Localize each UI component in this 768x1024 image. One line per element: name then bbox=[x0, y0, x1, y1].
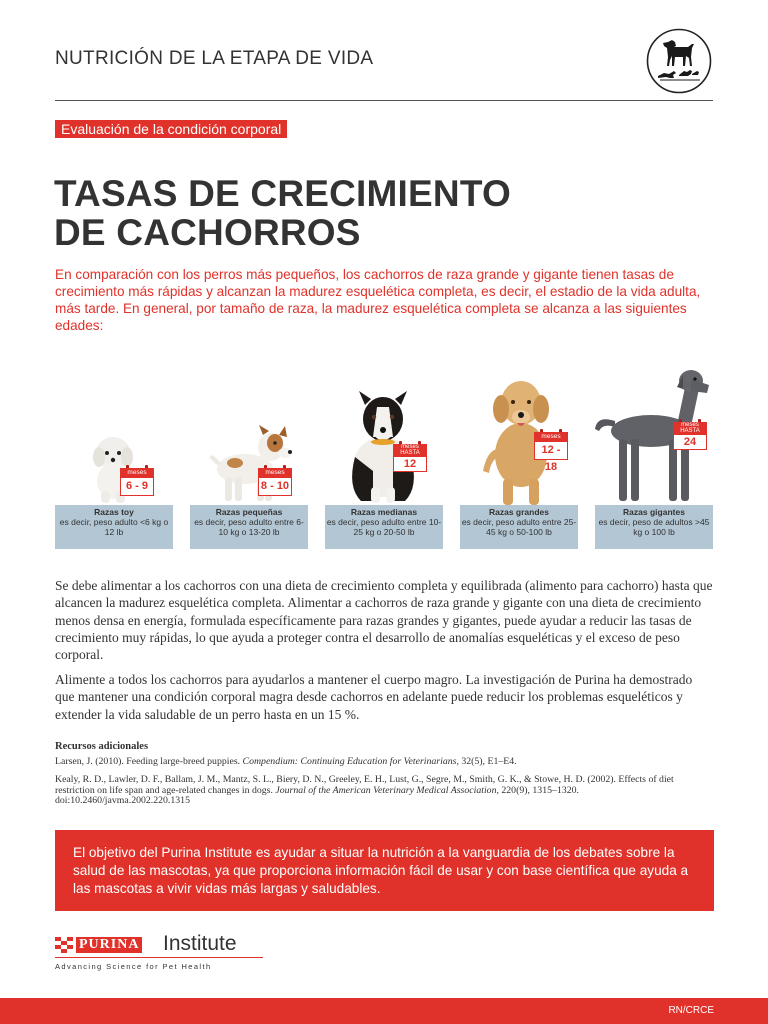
mission-text: El objetivo del Purina Institute es ayudar a situar la nutrición a la vanguardia de los debates sobre la salud de las mascotas, ya que proporciona información fácil de usar y con base científica que ayuda a las mascotas a vivir vidas más largas y saludables. bbox=[73, 845, 689, 896]
mission-callout bbox=[55, 830, 714, 911]
body-paragraph-1: Se debe alimentar a los cachorros con una dieta de crecimiento completa y equilibrada (alimento para cachorro) hasta que alcancen la madurez esquelética completa. Alimentar a cachorros de raza grande y gigante con una dieta de crecimiento menos densa en energía, formulada específicamente para razas grandes y gigantes, puede ayudar a reducir las tasas de crecimiento muy rápidas, lo que ayuda a proteger contra el desarrollo de anomalías esqueléticas y el exceso de peso corporal. bbox=[55, 578, 713, 663]
page-title-line-2: DE CACHORROS bbox=[54, 212, 361, 253]
body-paragraph-2: Alimente a todos los cachorros para ayudarlos a mantener el cuerpo magro. La investigación de Purina ha demostrado que mantener una condición corporal magra desde cachorros en adelante puede reducir los problemas esqueléticos y extender la vida saludable de un perro hasta en un 15 %. bbox=[55, 672, 693, 722]
breed-detail: es decir, peso adulto entre 10-25 kg o 20-50 lb bbox=[326, 517, 442, 537]
purina-institute-logo bbox=[55, 932, 275, 975]
breed-name: Razas medianas bbox=[350, 507, 418, 517]
section-tag: Evaluación de la condición corporal bbox=[55, 120, 287, 138]
reference-1-text: Larsen, J. (2010). Feeding large-breed puppies. bbox=[55, 756, 243, 767]
badge-label-text: meses bbox=[401, 444, 419, 450]
badge-age: 6 - 9 bbox=[120, 477, 154, 496]
breed-detail: es decir, peso de adultos >45 kg o 100 lb bbox=[598, 517, 710, 537]
reference-2-tail: , 220(9), 1315–1320. doi:10.2460/javma.2002.220.1315 bbox=[55, 784, 579, 806]
page-title-line-1: TASAS DE CRECIMIENTO bbox=[54, 173, 511, 214]
references-heading: Recursos adicionales bbox=[55, 741, 149, 752]
breed-info-large bbox=[460, 505, 578, 549]
badge-label: meses bbox=[534, 432, 568, 441]
badge-age: 12 - 18 bbox=[534, 441, 568, 460]
breed-name: Razas gigantes bbox=[623, 507, 685, 517]
page-title bbox=[54, 174, 674, 252]
logo-divider bbox=[55, 957, 263, 958]
breed-name: Razas toy bbox=[94, 507, 134, 517]
brand-tagline: Advancing Science for Pet Health bbox=[55, 962, 212, 971]
age-badge-medium bbox=[393, 441, 427, 471]
badge-sub-text: HASTA bbox=[400, 450, 420, 456]
reference-2 bbox=[55, 775, 715, 807]
breed-info-toy bbox=[55, 505, 173, 549]
breed-name: Razas pequeñas bbox=[215, 507, 283, 517]
breed-detail: es decir, peso adulto <6 kg o 12 lb bbox=[59, 517, 169, 537]
age-badge-toy bbox=[120, 465, 154, 495]
reference-2-text: Kealy, R. D., Lawler, D. F., Ballam, J. M., Mantz, S. L., Biery, D. N., Greeley, E. H., Lust, G., Segre, M., Smith, G. K., & Stowe, H. D. (2002). Effects of diet restriction on life span and age-related changes in dogs. bbox=[55, 774, 674, 796]
badge-label bbox=[673, 422, 707, 434]
breed-info-small bbox=[190, 505, 308, 549]
intro-paragraph: En comparación con los perros más pequeños, los cachorros de raza grande y gigante tienen tasas de crecimiento más rápidas y alcanzan la madurez esquelética completa, es decir, el estadio de la vida adulta, más tarde. En general, por tamaño de raza, la madurez esquelética completa se alcanza a las siguientes edades: bbox=[55, 267, 701, 333]
age-badge-giant bbox=[673, 419, 707, 449]
badge-age: 12 bbox=[393, 456, 427, 472]
badge-age: 8 - 10 bbox=[258, 477, 292, 496]
breed-detail: es decir, peso adulto entre 25-45 kg o 50-100 lb bbox=[461, 517, 577, 537]
badge-label: meses bbox=[258, 468, 292, 477]
badge-label bbox=[393, 444, 427, 456]
badge-age: 24 bbox=[673, 434, 707, 450]
badge-label-text: meses bbox=[681, 422, 699, 428]
dog-silhouette-icon bbox=[646, 28, 712, 94]
institute-wordmark: Institute bbox=[163, 932, 237, 955]
reference-1 bbox=[55, 757, 715, 768]
age-badge-large bbox=[534, 429, 568, 473]
breed-name: Razas grandes bbox=[489, 507, 549, 517]
header-title: NUTRICIÓN DE LA ETAPA DE VIDA bbox=[55, 48, 374, 69]
header-divider bbox=[55, 100, 713, 101]
checkerboard-icon bbox=[55, 937, 73, 953]
reference-1-tail: , 32(5), E1–E4. bbox=[456, 756, 517, 767]
breed-detail: es decir, peso adulto entre 6-10 kg o 13-20 lb bbox=[194, 517, 304, 537]
breed-info-medium bbox=[325, 505, 443, 549]
reference-1-journal: Compendium: Continuing Education for Veterinarians bbox=[242, 756, 457, 767]
breed-growth-illustration bbox=[55, 355, 713, 550]
badge-sub-text: HASTA bbox=[680, 428, 700, 434]
age-badge-small bbox=[258, 465, 292, 495]
footer-bar bbox=[0, 998, 768, 1024]
document-code: RN/CRCE bbox=[668, 1005, 714, 1016]
breed-info-giant bbox=[595, 505, 713, 549]
reference-2-journal: Journal of the American Veterinary Medical Association bbox=[275, 784, 497, 796]
purina-wordmark: PURINA bbox=[76, 937, 142, 953]
badge-label: meses bbox=[120, 468, 154, 477]
